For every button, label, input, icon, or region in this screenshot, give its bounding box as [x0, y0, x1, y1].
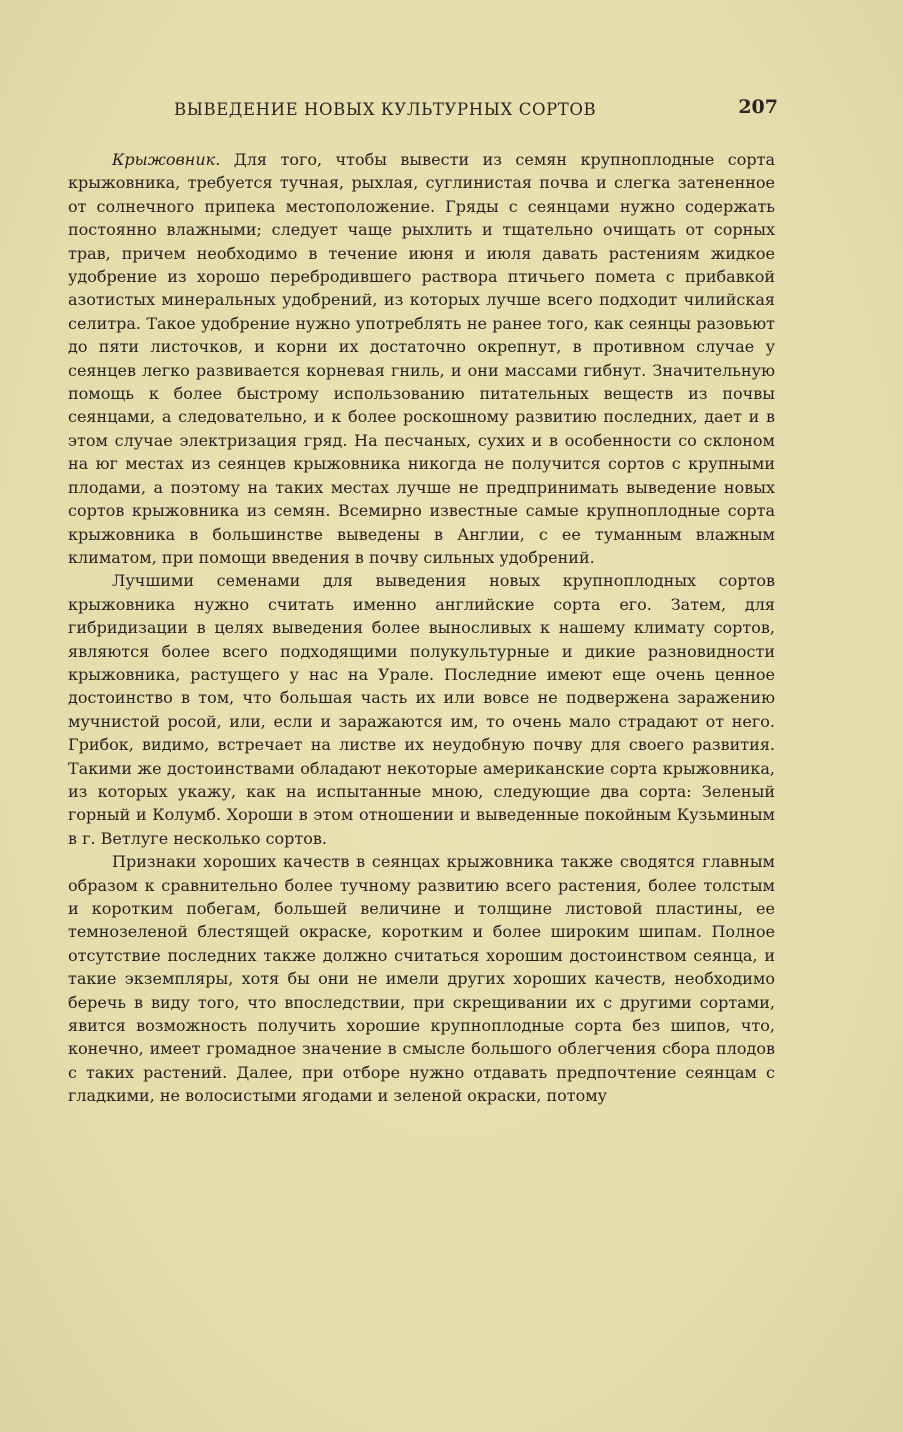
paragraph-text: Для того, чтобы вывести из семян крупноплодные сорта крыжовника, требуется тучная, рыхлая, суглинистая почва и слегка затененное от солнечного припека местоположение. Гряды с сеянцами нужно содержать постоянно влажными; следует чаще рыхлить и тщательно очищать от сорных трав, причем необходимо в течение июня и июля давать растениям жидкое удобрение из хорошо перебродившего раствора птичьего помета с прибавкой азотистых минеральных удобрений, из которых лучше всего подходит чилийская селитра. Такое удобрение нужно употреблять не ранее того, как сеянцы разовьют до пяти листочков, и корни их достаточно окрепнут, в противном случае у сеянцев легко развивается корневая гниль, и они массами гибнут. Значительную помощь к более быстрому использованию питательных веществ из почвы сеянцами, а следовательно, и к более роскошному развитию последних, дает и в этом случае электризация гряд. На песчаных, сухих и в особенности со склоном на юг местах из сеянцев крыжовника никогда не получится сортов с крупными плодами, а поэтому на таких местах лучше не предпринимать выведение новых сортов крыжовника из семян. Всемирно известные самые крупноплодные сорта крыжовника в большинстве выведены в Англии, с ее туманным влажным климатом, при помощи введения в почву сильных удобрений. — [68, 150, 775, 567]
lead-term: Крыжовник. — [112, 150, 221, 169]
paragraph-text: Признаки хороших качеств в сеянцах крыжовника также сводятся главным образом к сравнительно более тучному развитию всего растения, более толстым и коротким побегам, большей величине и толщине листовой пластины, ее темнозеленой блестящей окраске, коротким и более широким шипам. Полное отсутствие последних также должно считаться хорошим достоинством сеянца, и такие экземпляры, хотя бы они не имели других хороших качеств, необходимо беречь в виду того, что впоследствии, при скрещивании их с другими сортами, явится возможность получить хорошие крупноплодные сорта без шипов, что, конечно, имеет громадное значение в смысле большого облегчения сбора плодов с таких растений. Далее, при отборе нужно отдавать предпочтение сеянцам с гладкими, не волосистыми ягодами и зеленой окраски, потому — [68, 852, 775, 1106]
running-head — [68, 96, 778, 126]
paragraph-gooseberry-intro — [68, 148, 775, 569]
running-title: ВЫВЕДЕНИЕ НОВЫХ КУЛЬТУРНЫХ СОРТОВ — [174, 100, 597, 119]
page-number: 207 — [738, 96, 778, 118]
body-text — [68, 148, 775, 1108]
paragraph-best-seeds — [68, 569, 775, 850]
paragraph-text: Лучшими семенами для выведения новых крупноплодных сортов крыжовника нужно считать именно английские сорта его. Затем, для гибридизации в целях выведения более выносливых к нашему климату сортов, являются более всего подходящими полукультурные и дикие разновидности крыжовника, растущего у нас на Урале. Последние имеют еще очень ценное достоинство в том, что большая часть их или вовсе не подвержена заражению мучнистой росой, или, если и заражаются им, то очень мало страдают от него. Грибок, видимо, встречает на листве их неудобную почву для своего развития. Такими же достоинствами обладают некоторые американские сорта крыжовника, из которых укажу, как на испытанные мною, следующие два сорта: Зеленый горный и Колумб. Хороши в этом отношении и выведенные покойным Кузьминым в г. Ветлуге несколько сортов. — [68, 571, 775, 848]
paragraph-seedling-signs — [68, 850, 775, 1107]
